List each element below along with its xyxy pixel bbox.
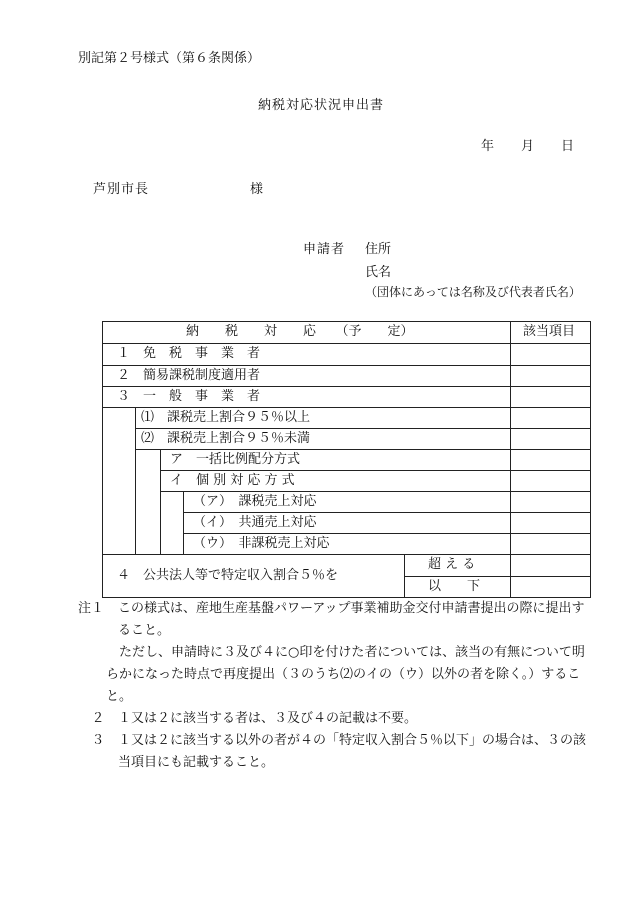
table-header-main: 納 税 対 応 （予 定） <box>186 324 414 339</box>
note-1-cont-text: ただし、申請時に３及び４に○印を付けた者については、該当の有無について明らかになった時点で再度提出（３のうち⑵のイの（ウ）以外の者を除く。）すること。 <box>106 645 585 704</box>
note-3 <box>78 730 590 774</box>
row-tax-exempt: １ 免 税 事 業 者 <box>117 346 261 361</box>
note-1 <box>78 598 590 642</box>
note-3-label: ３ <box>91 733 105 748</box>
row-common-sales: （イ） 共通売上対応 <box>193 515 317 530</box>
group-note: （団体にあっては名称及び代表者氏名） <box>365 285 581 299</box>
row-under: 以 下 <box>428 579 481 594</box>
name-label: 氏名 <box>365 265 392 280</box>
row-ratio-under-95: ⑵ 課税売上割合９５％未満 <box>141 431 311 446</box>
form-id: 別記第２号様式（第６条関係） <box>78 51 261 66</box>
document-title: 納税対応状況申出書 <box>258 98 385 113</box>
row-nontaxable-sales: （ウ） 非課税売上対応 <box>193 536 330 551</box>
row-individual: イ 個 別 対 応 方 式 <box>170 473 295 488</box>
note-3-text: １又は２に該当する以外の者が４の「特定収入割合５％以下」の場合は、３の該当項目にも記載すること。 <box>118 733 587 770</box>
addressee-name: 芦別市長 <box>93 182 150 197</box>
notes <box>78 598 590 774</box>
date-month: 月 <box>521 139 535 154</box>
note-1-continued <box>78 642 590 708</box>
row-ratio-over-95: ⑴ 課税売上割合９５％以上 <box>141 410 311 425</box>
note-2-text: １又は２に該当する者は、３及び４の記載は不要。 <box>118 711 418 726</box>
row-proportional: ア 一括比例配分方式 <box>170 452 301 467</box>
date-year: 年 <box>481 139 495 154</box>
address-label: 住所 <box>365 242 392 257</box>
row-simplified: ２ 簡易課税制度適用者 <box>117 368 261 383</box>
addressee-honorific: 様 <box>250 182 264 197</box>
note-2 <box>78 708 590 730</box>
row-taxable-sales: （ア） 課税売上対応 <box>193 494 317 509</box>
applicant-label: 申請者 <box>303 242 346 257</box>
table-header-check: 該当項目 <box>523 324 576 339</box>
note-1-label: 注１ <box>78 601 105 616</box>
row-general: ３ 一 般 事 業 者 <box>117 389 261 404</box>
row-over: 超 え る <box>428 557 476 572</box>
note-1-text: この様式は、産地生産基盤パワーアップ事業補助金交付申請書提出の際に提出すること。 <box>118 601 585 638</box>
note-2-label: ２ <box>91 711 105 726</box>
date-day: 日 <box>561 139 575 154</box>
row-public-corp: ４ 公共法人等で特定収入割合５％を <box>117 568 339 583</box>
